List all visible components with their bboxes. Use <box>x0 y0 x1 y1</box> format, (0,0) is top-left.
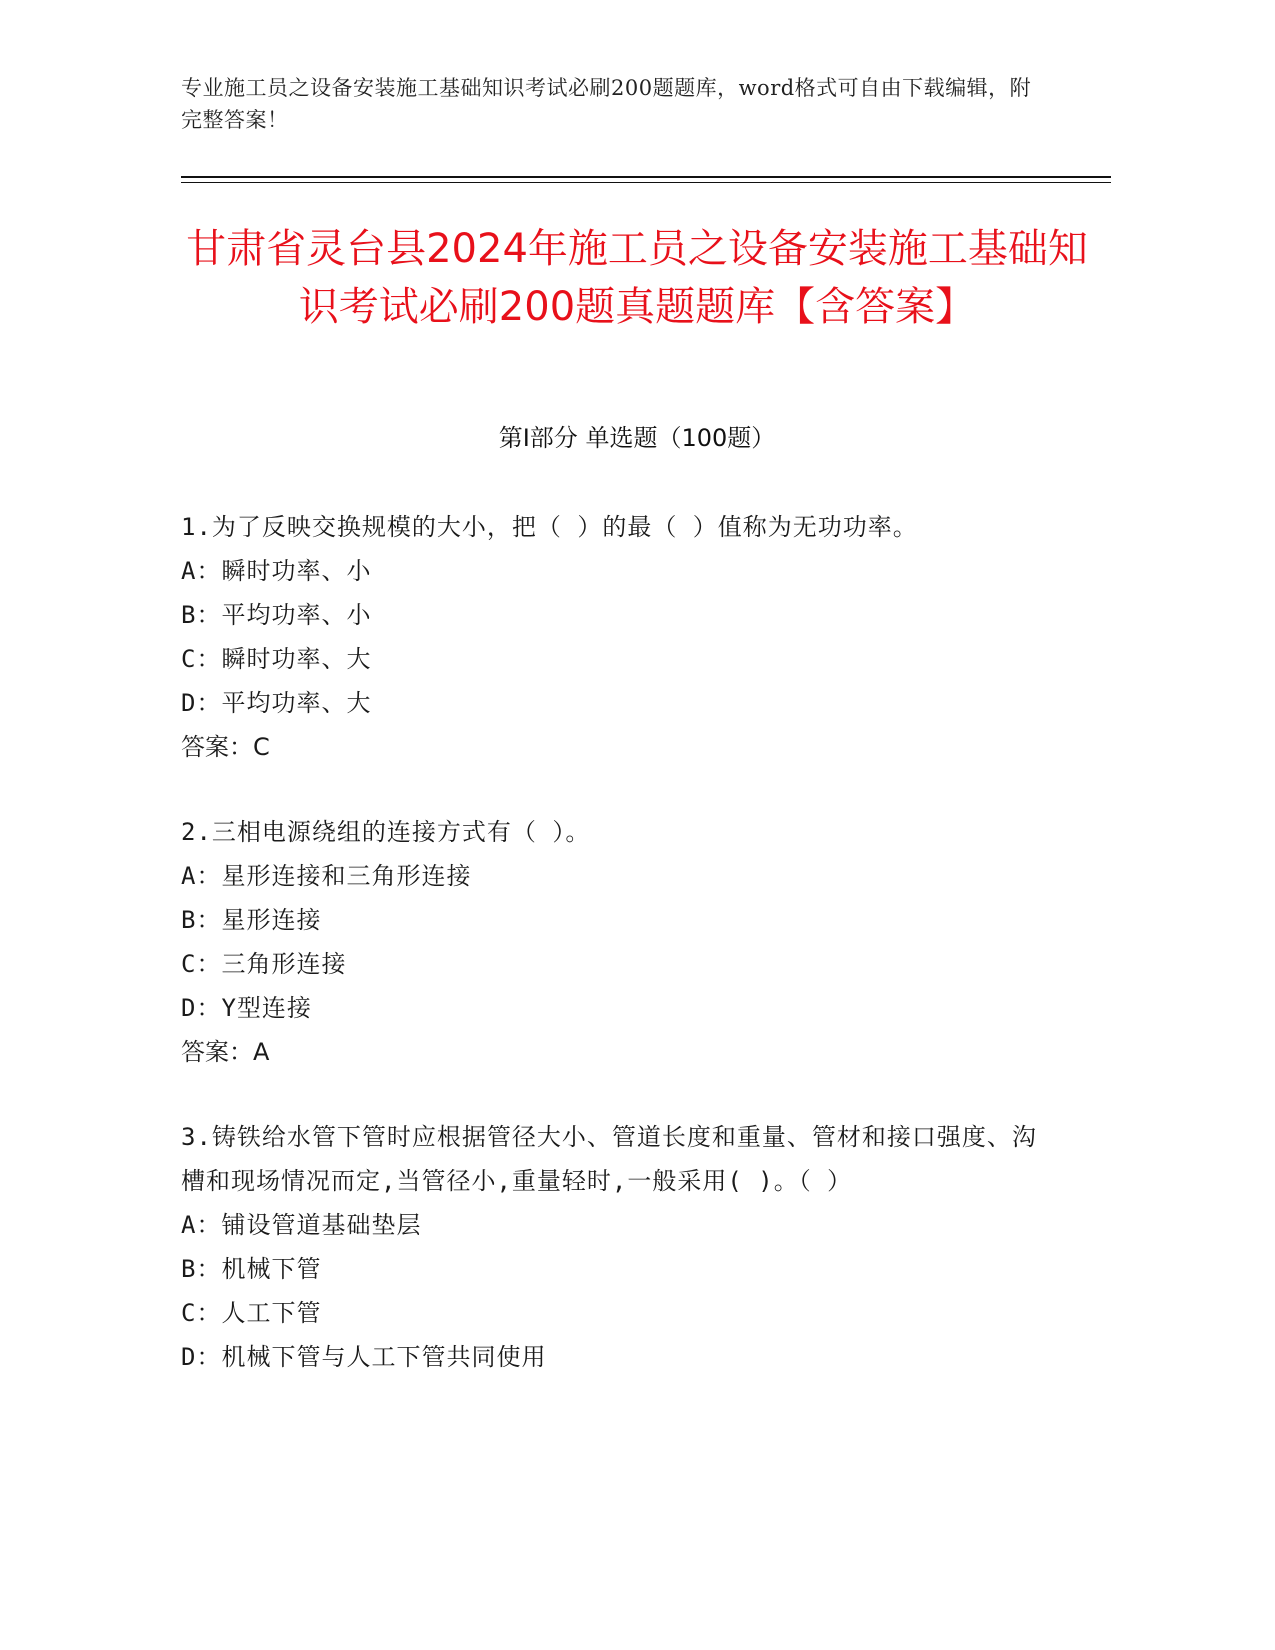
document-title: 甘肃省灵台县2024年施工员之设备安装施工基础知识考试必刷200题真题题库【含答案】 <box>186 226 1088 330</box>
option-d: D：Y型连接 <box>181 994 312 1022</box>
option-b: B：平均功率、小 <box>181 601 372 629</box>
option-c: C：人工下管 <box>181 1299 322 1327</box>
header-rule-thin <box>181 182 1111 183</box>
section-heading: 第Ⅰ部分 单选题（100题） <box>498 424 776 452</box>
answer: 答案：A <box>181 1038 270 1066</box>
option-d: D：平均功率、大 <box>181 689 372 717</box>
option-a: A：星形连接和三角形连接 <box>181 862 472 890</box>
question-stem: 1.为了反映交换规模的大小，把（ ）的最（ ）值称为无功功率。 <box>181 513 918 541</box>
option-b: B：星形连接 <box>181 906 322 934</box>
option-a: A：瞬时功率、小 <box>181 557 372 585</box>
option-d: D：机械下管与人工下管共同使用 <box>181 1343 547 1371</box>
header-rule-thick <box>181 176 1111 178</box>
option-b: B：机械下管 <box>181 1255 322 1283</box>
option-a: A：铺设管道基础垫层 <box>181 1211 422 1239</box>
question-stem: 3.铸铁给水管下管时应根据管径大小、管道长度和重量、管材和接口强度、沟槽和现场情况而定,当管径小,重量轻时,一般采用( )。（ ） <box>181 1123 1037 1195</box>
question-2 <box>181 810 1041 1074</box>
answer: 答案：C <box>181 733 270 761</box>
header-note: 专业施工员之设备安装施工基础知识考试必刷200题题库，word格式可自由下载编辑，附完整答案！ <box>181 76 1032 132</box>
option-c: C：瞬时功率、大 <box>181 645 372 673</box>
question-1 <box>181 505 1041 769</box>
question-stem: 2.三相电源绕组的连接方式有（ ）。 <box>181 818 591 846</box>
option-c: C：三角形连接 <box>181 950 347 978</box>
question-3 <box>181 1115 1041 1379</box>
